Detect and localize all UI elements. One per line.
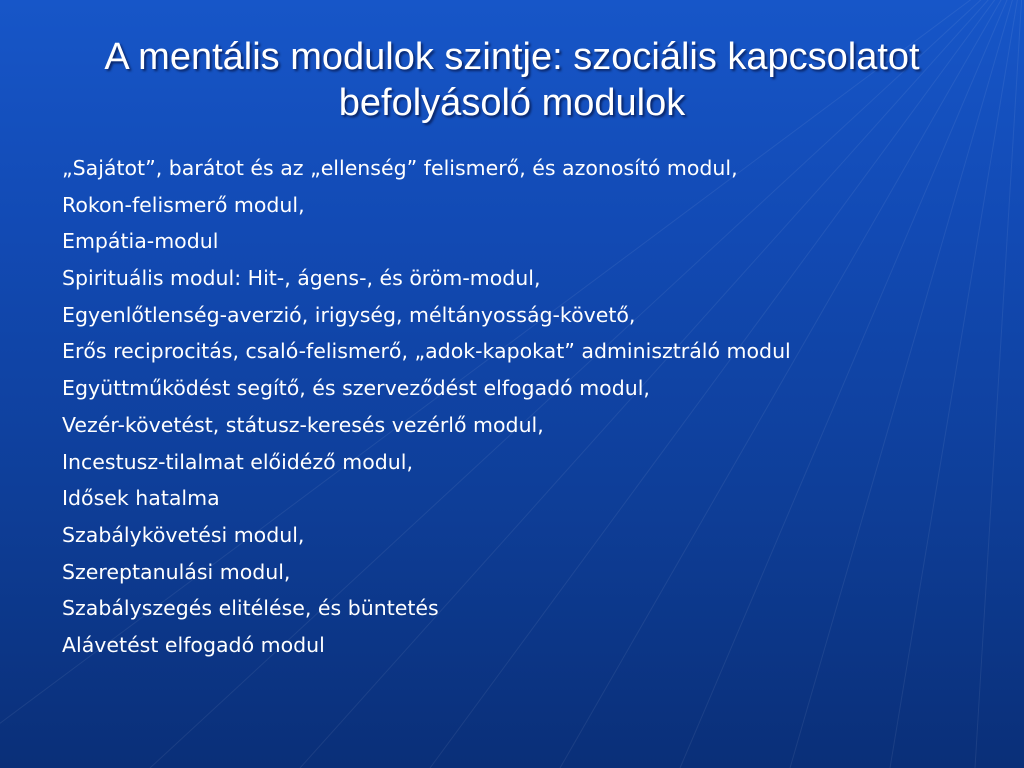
list-item: Spirituális modul: Hit-, ágens-, és öröm-modul, [62,266,541,291]
module-list [62,155,962,669]
list-item: Egyenlőtlenség-averzió, irigység, méltányosság-követő, [62,302,636,327]
list-item: Szabálykövetési modul, [62,522,305,547]
slide-title: A mentális modulok szintje: szociális kapcsolatot befolyásoló modulok [104,36,920,124]
list-item: Rokon-felismerő modul, [62,192,305,217]
list-item: Empátia-modul [62,229,219,254]
list-item: Együttműködést segítő, és szerveződést elfogadó modul, [62,376,650,401]
list-item: Incestusz-tilalmat előidéző modul, [62,449,413,474]
list-item: Szereptanulási modul, [62,559,291,584]
list-item: Alávetést elfogadó modul [62,632,325,657]
list-item: Vezér-követést, státusz-keresés vezérlő modul, [62,412,544,437]
list-item: Erős reciprocitás, csaló-felismerő, „adok-kapokat” adminisztráló modul [62,339,791,364]
list-item: Idősek hatalma [62,486,220,511]
list-item: Szabályszegés elitélése, és büntetés [62,596,439,621]
list-item: „Sajátot”, barátot és az „ellenség” felismerő, és azonosító modul, [62,156,738,180]
